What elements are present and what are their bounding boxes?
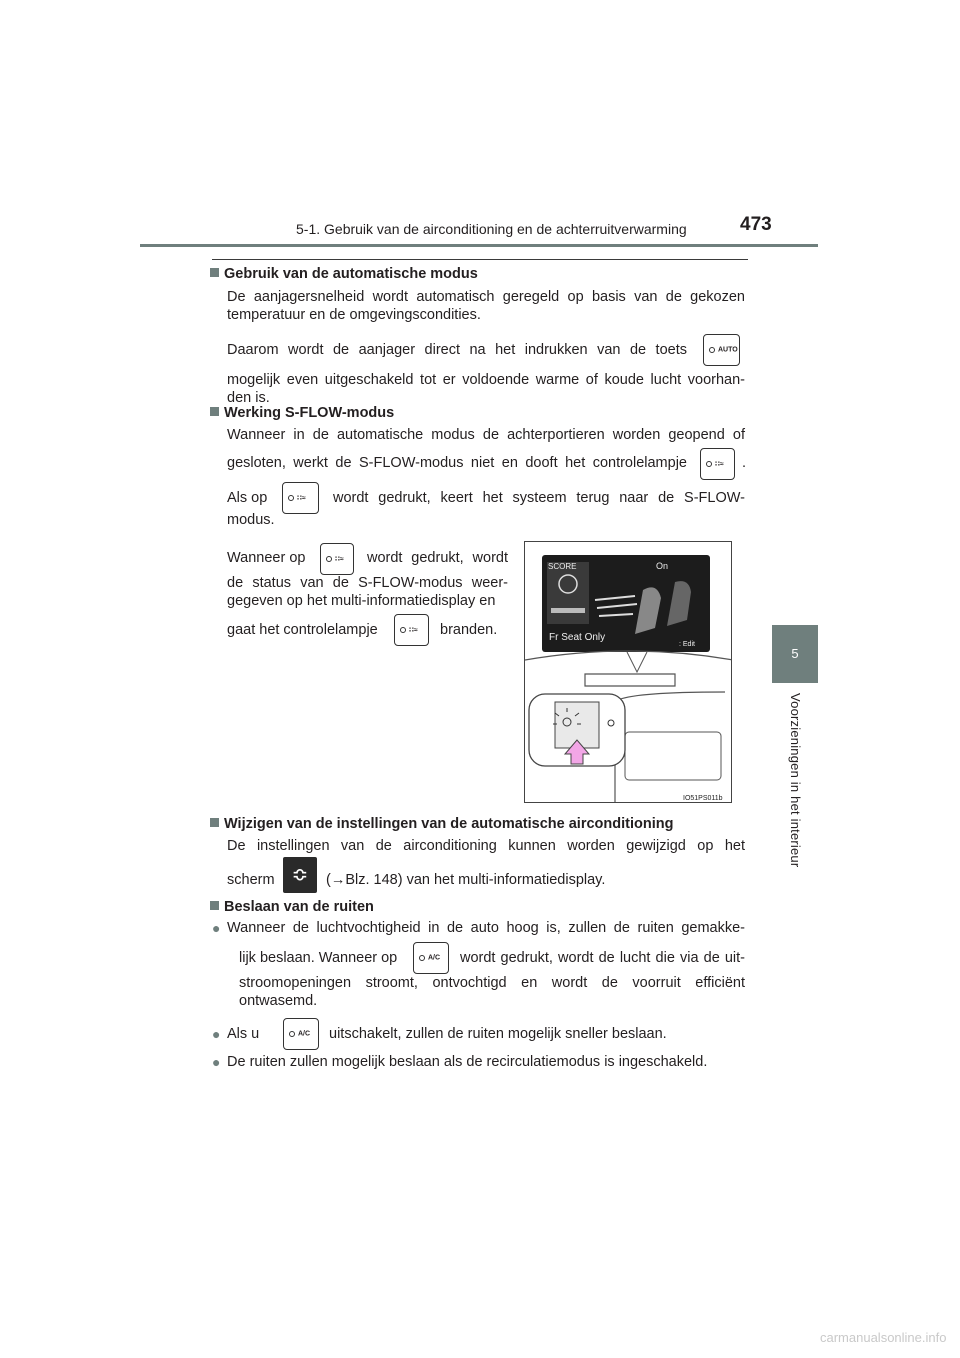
square-bullet-icon <box>210 901 219 910</box>
heading-auto-mode: Gebruik van de automatische modus <box>210 266 478 282</box>
square-bullet-icon <box>210 407 219 416</box>
settings-text-2b: (→Blz. 148) van het multi-informatiedisplay. <box>326 872 606 888</box>
auto-text-5: den is. <box>227 390 270 406</box>
sflow-text-1: Wanneer in de automatische modus de achterportieren worden geopend of <box>227 427 745 443</box>
sflow-text-2a: gesloten, werkt de S-FLOW-modus niet en dooft het controlelampje <box>227 455 687 471</box>
sflow-text-4: modus. <box>227 512 275 528</box>
fog-text-4: ontwasemd. <box>239 993 318 1009</box>
settings-text-1: De instellingen van de airconditioning kunnen worden gewijzigd op het <box>227 838 745 854</box>
chapter-tab: 5 <box>772 625 818 683</box>
sflow-text-5a: Wanneer op <box>227 550 306 566</box>
page-number: 473 <box>740 214 772 235</box>
sflow-key-4: ∷≈ <box>394 614 429 646</box>
header-rule <box>140 244 818 247</box>
dashboard-illustration <box>525 542 732 803</box>
heading-fog: Beslaan van de ruiten <box>210 899 374 915</box>
sflow-text-7: gegeven op het multi-informatiedisplay en <box>227 593 496 609</box>
sflow-key-3: ∷≈ <box>320 543 354 575</box>
heading-sflow: Werking S-FLOW-modus <box>210 405 394 421</box>
screen-settings-icon: ≎ <box>283 857 317 893</box>
section-rule <box>212 259 748 260</box>
sflow-text-8b: branden. <box>440 622 498 638</box>
bullet-1-icon: ● <box>212 920 221 936</box>
sflow-key-2: ∷≈ <box>282 482 319 514</box>
auto-text-2: temperatuur en de omgevingscondities. <box>227 307 481 323</box>
ac-key-1: A/C <box>413 942 449 974</box>
sflow-text-5b: wordt gedrukt, wordt <box>367 550 508 566</box>
square-bullet-icon <box>210 268 219 277</box>
sflow-key-1: ∷≈ <box>700 448 735 480</box>
sflow-text-3a: Als op <box>227 490 268 506</box>
chapter-side-label: Voorzieningen in het interieur <box>788 693 803 868</box>
bullet-3-icon: ● <box>212 1054 221 1070</box>
fog-text-1: Wanneer de luchtvochtigheid in de auto hoog is, zullen de ruiten gemakke- <box>227 920 745 936</box>
display-title: SCORE <box>548 562 577 571</box>
sflow-text-8a: gaat het controlelampje <box>227 622 378 638</box>
sflow-text-2b: . <box>742 455 747 471</box>
ac-key-2: A/C <box>283 1018 319 1050</box>
header-title: 5-1. Gebruik van de airconditioning en de achterruitverwarming <box>296 221 687 237</box>
display-status: On <box>656 561 669 571</box>
auto-text-3: Daarom wordt de aanjager direct na het indrukken van de toets <box>227 342 687 358</box>
heading-settings: Wijzigen van de instellingen van de automatische airconditioning <box>210 816 673 832</box>
fog-text-6: De ruiten zullen mogelijk beslaan als de recirculatiemodus is ingeschakeld. <box>227 1054 708 1070</box>
sflow-illustration <box>524 541 732 803</box>
auto-key-button: AUTO <box>703 334 740 366</box>
square-bullet-icon <box>210 818 219 827</box>
settings-text-2a: scherm <box>227 872 275 888</box>
display-edit: : Edit <box>679 641 695 648</box>
fog-text-3: stroomopeningen stroomt, ontvochtigd en wordt de voorruit efficiënt <box>239 975 745 991</box>
fog-text-2b: wordt gedrukt, wordt de lucht die via de uit- <box>460 950 745 966</box>
display-mode: Fr Seat Only <box>549 632 606 643</box>
watermark: carmanualsonline.info <box>820 1330 947 1345</box>
auto-text-4: mogelijk even uitgeschakeld tot er voldoende warme of koude lucht voorhan- <box>227 372 745 388</box>
sflow-text-3b: wordt gedrukt, keert het systeem terug naar de S-FLOW- <box>333 490 745 506</box>
figure-code: IO51PS011b <box>683 795 723 802</box>
center-console <box>625 732 721 780</box>
display-pointer <box>627 652 647 672</box>
auto-text-1: De aanjagersnelheid wordt automatisch geregeld op basis van de gekozen <box>227 289 745 305</box>
fog-text-5a: Als u <box>227 1026 260 1042</box>
score-bars <box>551 608 585 613</box>
bullet-2-icon: ● <box>212 1026 221 1042</box>
sflow-text-6: de status van de S-FLOW-modus weer- <box>227 575 508 591</box>
fog-text-2a: lijk beslaan. Wanneer op <box>239 950 398 966</box>
fog-text-5b: uitschakelt, zullen de ruiten mogelijk sneller beslaan. <box>329 1026 667 1042</box>
